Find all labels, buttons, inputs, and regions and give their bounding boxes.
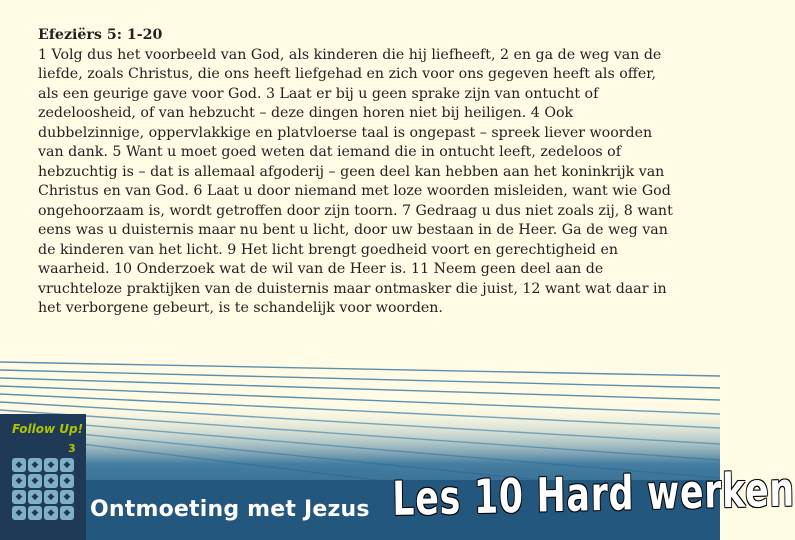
grid-icon: ◆ xyxy=(44,490,58,504)
grid-icon: ◆ xyxy=(12,474,26,488)
grid-icon: ◆ xyxy=(28,474,42,488)
passage xyxy=(38,26,680,319)
follow-up-number: 3 xyxy=(68,442,76,455)
follow-up-panel xyxy=(0,414,86,540)
follow-up-label: Follow Up! xyxy=(12,422,84,436)
grid-icon: ◆ xyxy=(12,490,26,504)
grid-icon: ◆ xyxy=(60,458,74,472)
passage-text: 1 Volg dus het voorbeeld van God, als kinderen die hij liefheeft, 2 en ga de weg van de liefde, zoals Christus, die ons heeft liefgehad en zich voor ons gegeven heeft als offer, als een geurige gave voor God. 3 Laat er bij u geen sprake zijn van ontucht of zedeloosheid, of van hebzucht – deze dingen horen niet bij heiligen. 4 Ook dubbelzinnige, oppervlakkige en platvloerse taal is ongepast – spreek liever woorden van dank. 5 Want u moet goed weten dat iemand die in ontucht leeft, zedeloos of hebzuchtig is – dat is allemaal afgoderij – geen deel kan hebben aan het koninkrijk van Christus en van God. 6 Laat u door niemand met loze woorden misleiden, want wie God ongehoorzaam is, wordt getroffen door zijn toorn. 7 Gedraag u dus niet zoals zij, 8 want eens was u duisternis maar nu bent u licht, door uw bestaan in de Heer. Ga de weg van de kinderen van het licht. 9 Het licht brengt goedheid voort en gerechtigheid en waarheid. 10 Onderzoek wat de wil van de Heer is. 11 Neem geen deel aan de vruchteloze praktijken van de duisternis maar ontmasker die juist, 12 want wat daar in het verborgene gebeurt, is te schandelijk voor woorden. xyxy=(38,46,673,316)
grid-icon: ◆ xyxy=(28,506,42,520)
grid-icon: ◆ xyxy=(12,458,26,472)
grid-icon: ◆ xyxy=(44,474,58,488)
lesson-title: Les 10 Hard werken xyxy=(392,462,795,527)
grid-icon: ◆ xyxy=(60,474,74,488)
grid-icon: ◆ xyxy=(28,458,42,472)
grid-icon: ◆ xyxy=(12,506,26,520)
series-title: Ontmoeting met Jezus xyxy=(90,497,370,522)
grid-icon: ◆ xyxy=(44,458,58,472)
follow-up-icon-grid xyxy=(12,458,74,520)
grid-icon: ◆ xyxy=(44,506,58,520)
passage-heading: Efeziërs 5: 1-20 xyxy=(38,27,163,43)
grid-icon: ◆ xyxy=(28,490,42,504)
grid-icon: ◆ xyxy=(60,490,74,504)
grid-icon: ◆ xyxy=(60,506,74,520)
